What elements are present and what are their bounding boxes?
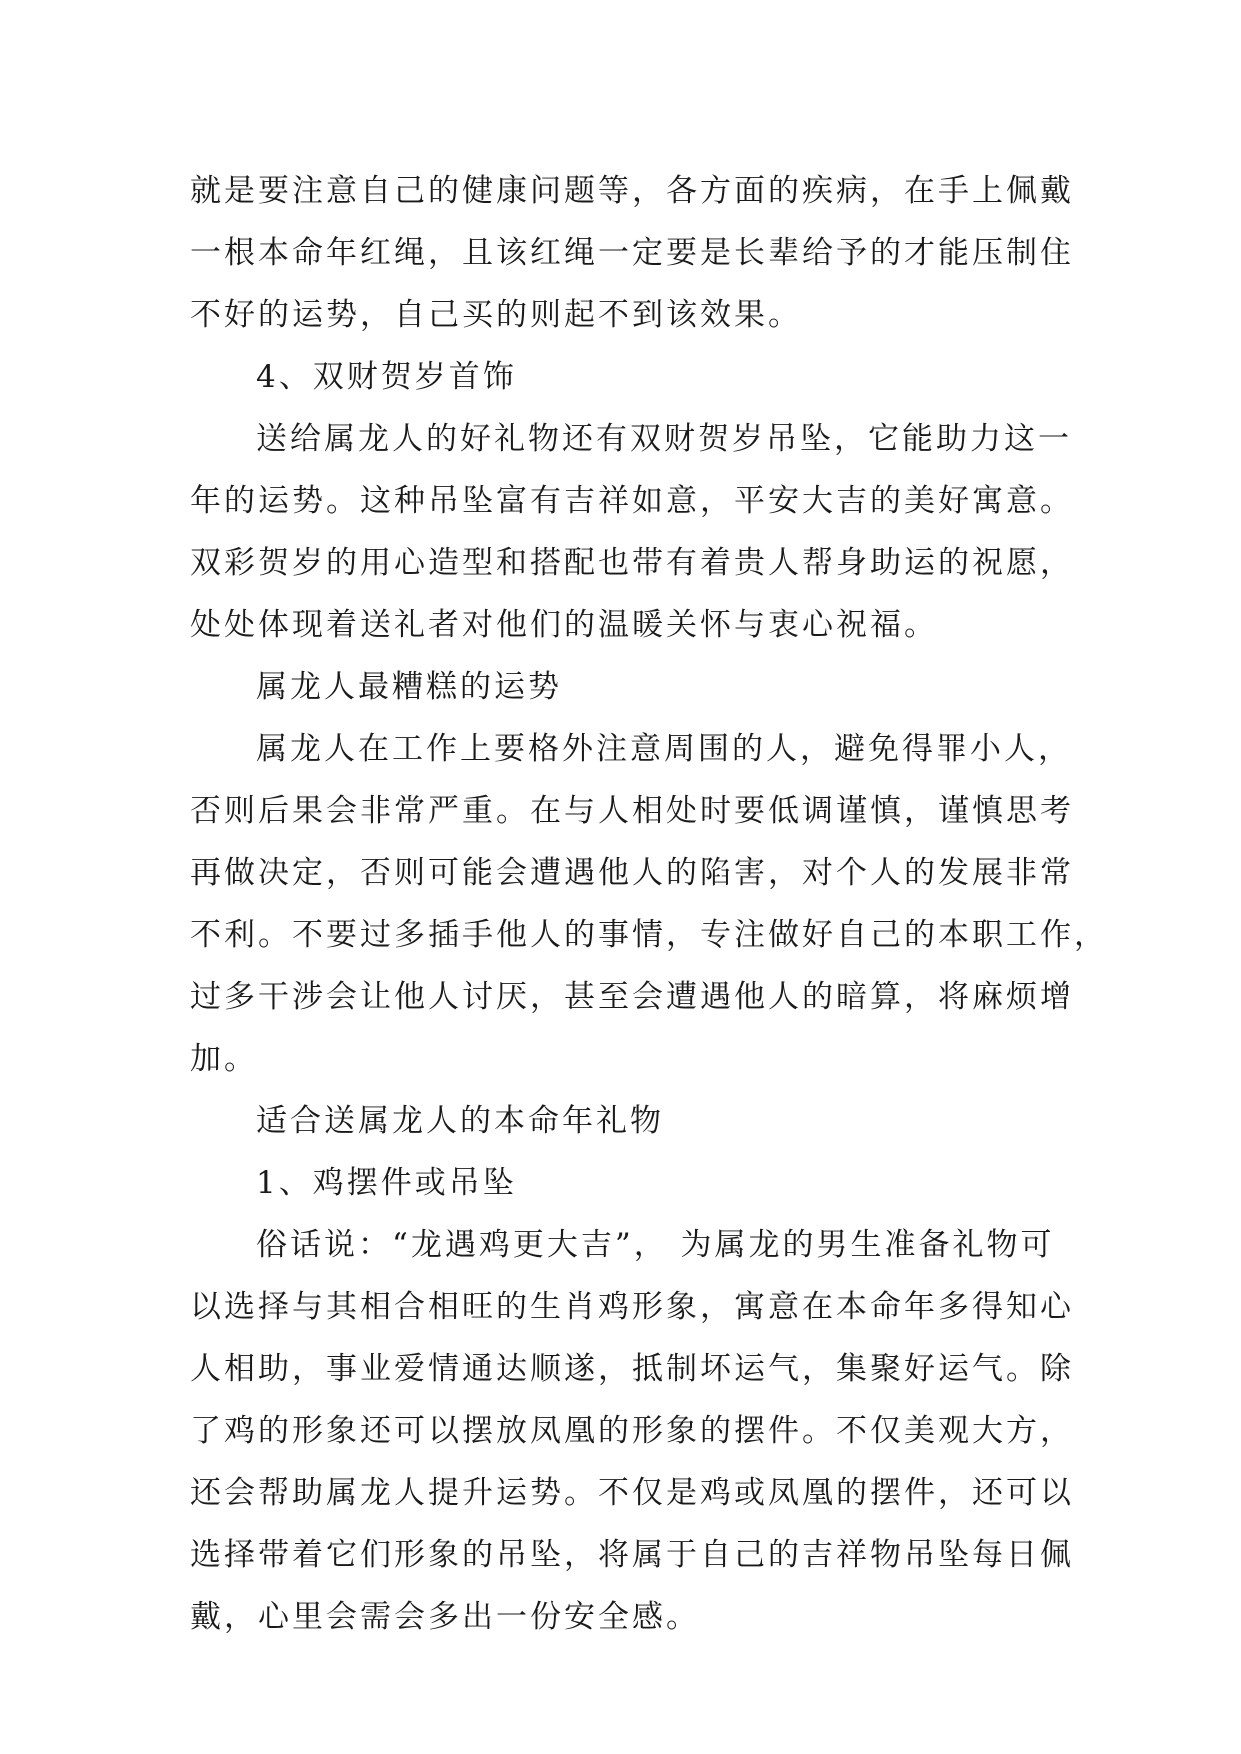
text-line: [190, 842, 1074, 904]
document-body: [190, 160, 1108, 1648]
text-line: [190, 966, 1074, 1028]
line-text: 否则后果会非常严重。在与人相处时要低调谨慎，谨慎思考: [190, 793, 1074, 829]
line-text: 就是要注意自己的健康问题等，各方面的疾病，在手上佩戴: [190, 173, 1074, 209]
text-line: [190, 1462, 1074, 1524]
text-line: [190, 346, 1050, 408]
line-text: 人相助，事业爱情通达顺遂，抵制坏运气，集聚好运气。除: [190, 1351, 1074, 1387]
line-text: 戴，心里会需会多出一份安全感。: [190, 1599, 700, 1635]
line-text: 不好的运势，自己买的则起不到该效果。: [190, 297, 802, 333]
line-text: 选择带着它们形象的吊坠，将属于自己的吉祥物吊坠每日佩: [190, 1537, 1074, 1573]
line-text: 俗话说：“龙遇鸡更大吉”， 为属龙的男生准备礼物可: [256, 1227, 1055, 1263]
text-line: [190, 904, 1108, 966]
line-text: 以选择与其相合相旺的生肖鸡形象，寓意在本命年多得知心: [190, 1289, 1074, 1325]
text-line: [190, 160, 1074, 222]
text-line: [190, 222, 1074, 284]
text-line: [190, 1524, 1074, 1586]
line-text: 年的运势。这种吊坠富有吉祥如意，平安大吉的美好寓意。: [190, 483, 1074, 519]
text-line: [190, 1338, 1074, 1400]
text-line: [190, 532, 1074, 594]
text-line: [190, 780, 1074, 842]
text-line: [190, 470, 1074, 532]
line-text: 属龙人在工作上要格外注意周围的人，避免得罪小人，: [256, 731, 1072, 767]
text-line: [190, 1214, 1055, 1276]
line-text: 属龙人最糟糕的运势: [256, 669, 562, 705]
line-text: 1、鸡摆件或吊坠: [256, 1165, 517, 1201]
line-text: 双彩贺岁的用心造型和搭配也带有着贵人帮身助运的祝愿，: [190, 545, 1074, 581]
text-line: [190, 1028, 1050, 1090]
line-text: 过多干涉会让他人讨厌，甚至会遭遇他人的暗算，将麻烦增: [190, 979, 1074, 1015]
line-text: 送给属龙人的好礼物还有双财贺岁吊坠，它能助力这一: [256, 421, 1072, 457]
line-text: 4、双财贺岁首饰: [256, 359, 517, 395]
line-text: 适合送属龙人的本命年礼物: [256, 1103, 664, 1139]
line-text: 不利。不要过多插手他人的事情，专注做好自己的本职工作，: [190, 917, 1108, 953]
line-text: 还会帮助属龙人提升运势。不仅是鸡或凤凰的摆件，还可以: [190, 1475, 1074, 1511]
line-text: 加。: [190, 1041, 258, 1077]
line-text: 一根本命年红绳，且该红绳一定要是长辈给予的才能压制住: [190, 235, 1074, 271]
text-line: [190, 1586, 1050, 1648]
line-text: 处处体现着送礼者对他们的温暖关怀与衷心祝福。: [190, 607, 938, 643]
text-line: [190, 408, 1072, 470]
text-line: [190, 1090, 1050, 1152]
text-line: [190, 656, 1050, 718]
text-line: [190, 1400, 1074, 1462]
line-text: 了鸡的形象还可以摆放凤凰的形象的摆件。不仅美观大方，: [190, 1413, 1074, 1449]
text-line: [190, 284, 1050, 346]
text-line: [190, 1152, 1050, 1214]
text-line: [190, 1276, 1074, 1338]
text-line: [190, 718, 1072, 780]
text-line: [190, 594, 1050, 656]
line-text: 再做决定，否则可能会遭遇他人的陷害，对个人的发展非常: [190, 855, 1074, 891]
